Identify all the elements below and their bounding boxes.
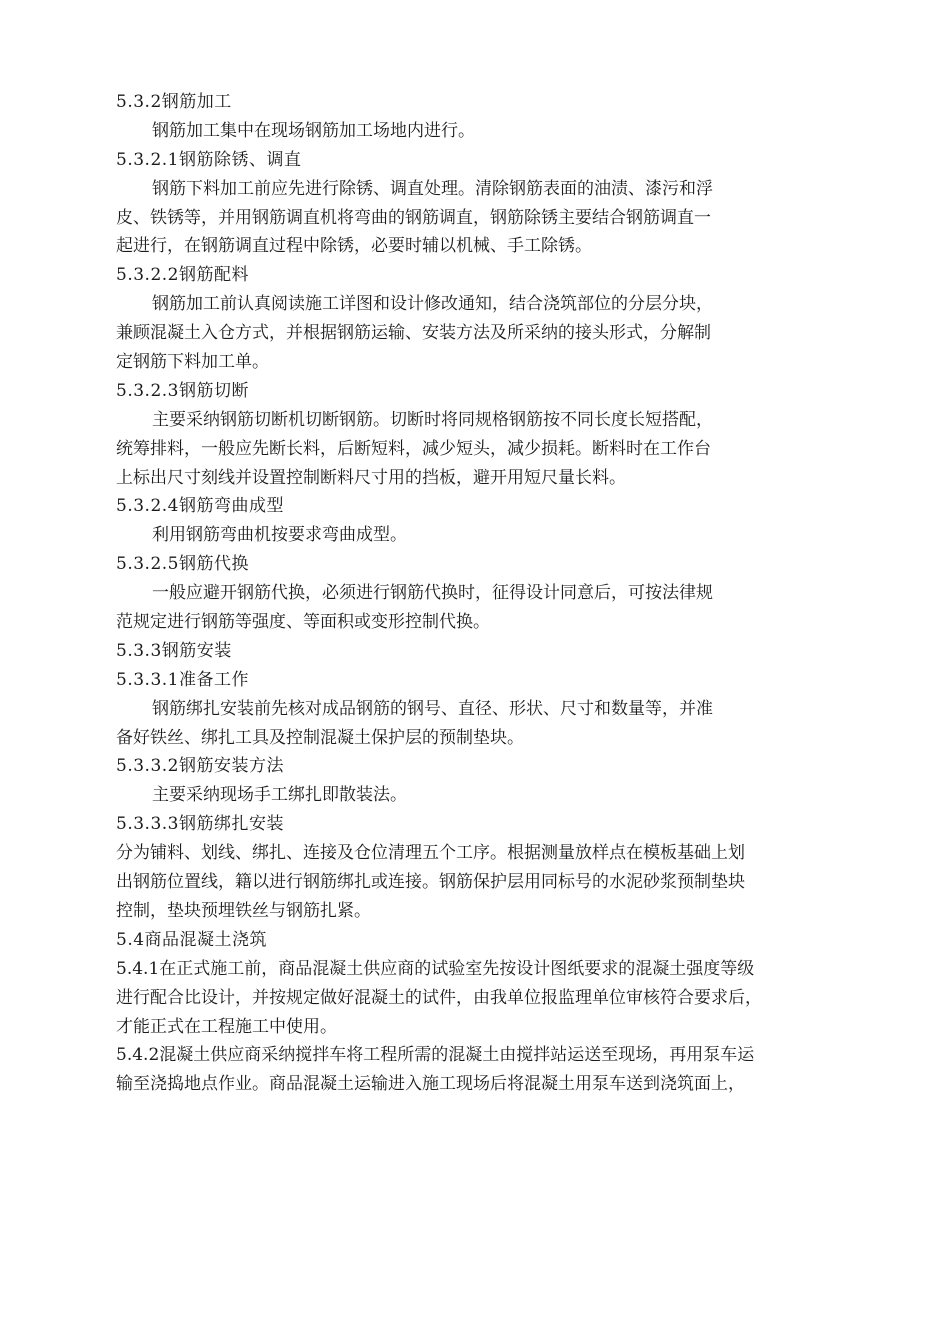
section-heading: 5.4商品混凝土浇筑 [116,929,268,950]
section-heading: 5.3.3钢筋安装 [116,640,232,661]
section-heading: 5.3.2.5钢筋代换 [116,554,249,575]
paragraph-line: 主要采纳钢筋切断机切断钢筋。切断时将同规格钢筋按不同长度长短搭配， [152,409,713,430]
paragraph-line: 皮、铁锈等，并用钢筋调直机将弯曲的钢筋调直，钢筋除锈主要结合钢筋调直一 [116,207,711,228]
paragraph-line: 钢筋加工集中在现场钢筋加工场地内进行。 [152,120,475,141]
paragraph-line: 范规定进行钢筋等强度、等面积或变形控制代换。 [116,612,490,633]
paragraph-line: 分为铺料、划线、绑扎、连接及仓位清理五个工序。根据测量放样点在模板基础上划 [116,843,745,864]
paragraph-line: 上标出尺寸刻线并设置控制断料尺寸用的挡板，避开用短尺量长料。 [116,467,626,488]
paragraph-line: 5.4.1在正式施工前，商品混凝土供应商的试验室先按设计图纸要求的混凝土强度等级 [116,958,755,979]
paragraph-line: 备好铁丝、绑扎工具及控制混凝土保护层的预制垫块。 [116,727,524,748]
section-heading: 5.3.2钢筋加工 [116,92,232,112]
paragraph-line: 定钢筋下料加工单。 [116,352,269,373]
paragraph-line: 兼顾混凝土入仓方式，并根据钢筋运输、安装方法及所采纳的接头形式，分解制 [116,323,711,344]
paragraph-line: 输至浇捣地点作业。商品混凝土运输进入施工现场后将混凝土用泵车送到浇筑面上， [116,1074,745,1095]
section-heading: 5.3.3.3钢筋绑扎安装 [116,814,284,835]
section-heading: 5.3.2.3钢筋切断 [116,380,249,401]
document-body [116,88,836,1099]
paragraph-line: 钢筋加工前认真阅读施工详图和设计修改通知，结合浇筑部位的分层分块， [152,294,713,315]
section-heading: 5.3.2.1钢筋除锈、调直 [116,149,302,170]
paragraph-line: 利用钢筋弯曲机按要求弯曲成型。 [152,525,407,546]
paragraph-line: 出钢筋位置线，籍以进行钢筋绑扎或连接。钢筋保护层用同标号的水泥砂浆预制垫块 [116,872,745,893]
paragraph-line: 5.4.2混凝土供应商采纳搅拌车将工程所需的混凝土由搅拌站运送至现场，再用泵车运 [116,1045,755,1066]
paragraph-line: 进行配合比设计，并按规定做好混凝土的试件，由我单位报监理单位审核符合要求后， [116,987,762,1008]
section-heading: 5.3.2.2钢筋配料 [116,265,249,286]
section-heading: 5.3.3.2钢筋安装方法 [116,756,284,777]
paragraph-line: 钢筋绑扎安装前先核对成品钢筋的钢号、直径、形状、尺寸和数量等，并准 [152,698,713,719]
section-heading: 5.3.3.1准备工作 [116,669,249,690]
paragraph-line: 才能正式在工程施工中使用。 [116,1016,337,1037]
section-heading: 5.3.2.4钢筋弯曲成型 [116,496,284,517]
paragraph-line: 主要采纳现场手工绑扎即散装法。 [152,785,407,806]
paragraph-line: 统筹排料，一般应先断长料，后断短料，减少短头，减少损耗。断料时在工作台 [116,438,711,459]
paragraph-line: 一般应避开钢筋代换，必须进行钢筋代换时，征得设计同意后，可按法律规 [152,583,713,604]
paragraph-line: 控制，垫块预埋铁丝与钢筋扎紧。 [116,900,371,921]
paragraph-line: 钢筋下料加工前应先进行除锈、调直处理。清除钢筋表面的油渍、漆污和浮 [152,178,713,199]
paragraph-line: 起进行，在钢筋调直过程中除锈，必要时辅以机械、手工除锈。 [116,236,592,257]
